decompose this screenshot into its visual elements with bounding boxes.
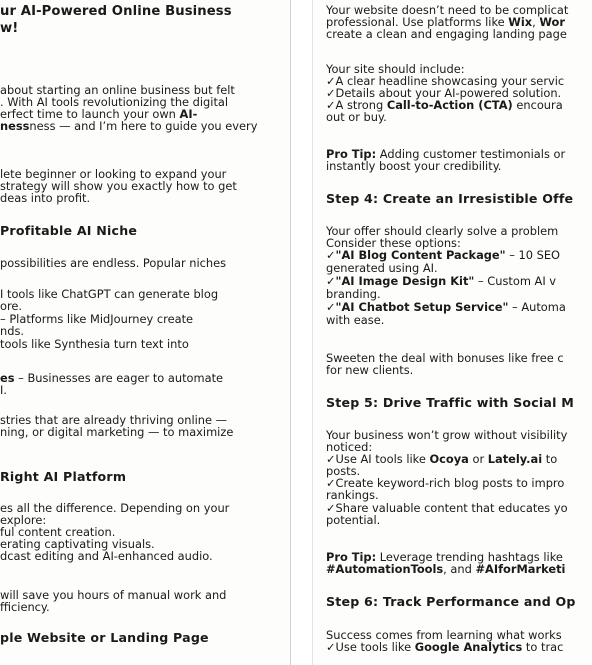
- step5-text: ✓Use AI tools like: [326, 452, 430, 466]
- step5-line: Your business won’t grow without visibility: [326, 428, 568, 442]
- article-title-line-2: w!: [0, 21, 19, 36]
- step5-text: or: [468, 452, 488, 466]
- intro2-line-2: strategy will show you exactly how to get: [0, 179, 237, 193]
- website-line-1: Your website doesn’t need to be complicat: [326, 3, 569, 17]
- hashtag: #AIforMarketi: [475, 562, 566, 576]
- platform-name: Wix: [508, 15, 533, 29]
- step1-line: tools like Synthesia turn text into: [0, 337, 189, 351]
- left-article-column: [0, 0, 290, 665]
- step5-line: potential.: [326, 513, 381, 527]
- step1-line: ore.: [0, 299, 23, 313]
- hashtag: #AutomationTools: [326, 562, 444, 576]
- step4-option: [326, 249, 560, 261]
- step5-line: posts.: [326, 464, 361, 478]
- step5-line: ✓Create keyword-rich blog posts to impro: [326, 476, 565, 490]
- pro-tip-2-line-2: [326, 563, 565, 575]
- check-icon: ✓: [326, 300, 336, 314]
- option-text: – Custom AI v: [474, 274, 557, 288]
- intro2-line-3: deas into profit.: [0, 191, 91, 205]
- step4-heading: Step 4: Create an Irresistible Offe: [326, 191, 574, 206]
- step6-line: Success comes from learning what works: [326, 628, 562, 642]
- intro-line-2: . With AI tools revolutionizing the digital: [0, 95, 229, 109]
- step5-line: [326, 453, 557, 465]
- step1-line: – Platforms like MidJourney create: [0, 312, 194, 326]
- option-text: – 10 SEO: [505, 248, 561, 262]
- step6-line: [326, 641, 563, 653]
- intro-text: erfect time to launch your own: [0, 107, 180, 121]
- intro-line-1: about starting an online business but felt: [0, 83, 235, 97]
- intro2-line-1: lete beginner or looking to expand your: [0, 167, 227, 181]
- step3-heading: ple Website or Landing Page: [0, 630, 209, 645]
- pro-tip-label: Pro Tip:: [326, 550, 377, 564]
- step2-heading: Right AI Platform: [0, 469, 127, 484]
- platform-name: Wor: [539, 15, 565, 29]
- option-name: "AI Chatbot Setup Service": [335, 300, 509, 314]
- step4-option: [326, 301, 566, 313]
- right-article-column: [313, 0, 592, 665]
- pro-tip-text: Leverage trending hashtags like: [376, 550, 563, 564]
- step2-line: erating captivating visuals.: [0, 537, 155, 551]
- step2-line: dcast editing and AI-enhanced audio.: [0, 549, 213, 563]
- step4-option: [326, 275, 556, 287]
- step4-line: Consider these options:: [326, 236, 461, 250]
- step5-heading: Step 5: Drive Traffic with Social M: [326, 395, 574, 410]
- pro-tip-1-line-2: instantly boost your credibility.: [326, 159, 502, 173]
- step1-line: possibilities are endless. Popular niches: [0, 256, 227, 270]
- step6-text: ✓Use tools like: [326, 640, 415, 654]
- step6-text: to trac: [522, 640, 564, 654]
- website-text: professional. Use platforms like: [326, 15, 509, 29]
- step6-heading: Step 6: Track Performance and Op: [326, 594, 576, 609]
- step1-bold: es: [0, 371, 15, 385]
- intro-bold: ness: [0, 119, 30, 133]
- include-item: out or buy.: [326, 110, 387, 124]
- step4-line: with ease.: [326, 313, 385, 327]
- website-text: ,: [532, 15, 540, 29]
- pro-tip-label: Pro Tip:: [326, 147, 377, 161]
- step2-line: will save you hours of manual work and: [0, 588, 227, 602]
- pro-tip-text: , and: [443, 562, 476, 576]
- step2-line: explore:: [0, 513, 47, 527]
- step1-line: I.: [0, 383, 7, 397]
- step1-line: ning, or digital marketing — to maximize: [0, 425, 234, 439]
- include-text: encoura: [512, 98, 563, 112]
- step1-line: stries that are already thriving online —: [0, 413, 228, 427]
- option-name: "AI Image Design Kit": [335, 274, 475, 288]
- option-text: – Automa: [508, 300, 566, 314]
- intro-text: ness — and I’m here to guide you every: [29, 119, 258, 133]
- cta-term: Call-to-Action (CTA): [386, 98, 513, 112]
- step5-line: noticed:: [326, 440, 373, 454]
- step4-line: Your offer should clearly solve a problem: [326, 224, 559, 238]
- step1-line: [0, 372, 223, 384]
- pro-tip-text: Adding customer testimonials or: [376, 147, 566, 161]
- step4-line: for new clients.: [326, 363, 414, 377]
- option-name: "AI Blog Content Package": [335, 248, 506, 262]
- include-item: ✓A clear headline showcasing your servic: [326, 74, 565, 88]
- include-heading: Your site should include:: [326, 62, 465, 76]
- intro-bold: AI-: [179, 107, 198, 121]
- step5-text: to: [542, 452, 558, 466]
- website-line-3: create a clean and engaging landing page: [326, 27, 567, 41]
- step2-line: ful content creation.: [0, 525, 116, 539]
- include-item: ✓Details about your AI-powered solution.: [326, 86, 562, 100]
- check-icon: ✓: [326, 248, 336, 262]
- article-title-line-1: ur AI-Powered Online Business: [0, 4, 232, 19]
- column-gutter: [290, 0, 313, 665]
- intro-line-4: [0, 120, 257, 132]
- tool-name: Ocoya: [429, 452, 469, 466]
- check-icon: ✓: [326, 274, 336, 288]
- step1-heading: Profitable AI Niche: [0, 223, 138, 238]
- step1-line: I tools like ChatGPT can generate blog: [0, 287, 219, 301]
- step2-line: es all the difference. Depending on your: [0, 501, 230, 515]
- step4-line: generated using AI.: [326, 261, 438, 275]
- step4-line: branding.: [326, 287, 381, 301]
- include-text: ✓A strong: [326, 98, 387, 112]
- step2-line: fficiency.: [0, 600, 50, 614]
- step5-line: rankings.: [326, 488, 379, 502]
- step4-line: Sweeten the deal with bonuses like free c: [326, 351, 564, 365]
- step1-line: nds.: [0, 324, 25, 338]
- tool-name: Lately.ai: [487, 452, 543, 466]
- step1-text: – Businesses are eager to automate: [14, 371, 224, 385]
- step5-line: ✓Share valuable content that educates yo: [326, 501, 568, 515]
- tool-name: Google Analytics: [414, 640, 523, 654]
